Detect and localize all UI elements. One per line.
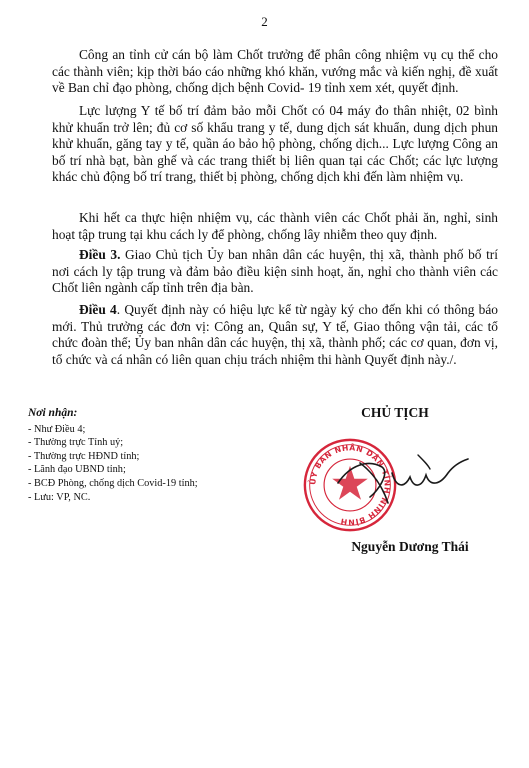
article-4	[52, 302, 498, 368]
paragraph-y-te	[52, 103, 498, 186]
recipients-title: Nơi nhận:	[28, 407, 78, 419]
recipients-block	[28, 407, 278, 504]
recipient-item: - BCĐ Phòng, chống dịch Covid-19 tỉnh;	[28, 477, 198, 489]
paragraph-text: Khi hết ca thực hiện nhiệm vụ, các thành viên các Chốt phải ăn, nghỉ, sinh hoạt tập trung tại khu cách ly để phòng, chống lây nhiễm theo quy định.	[52, 210, 498, 242]
article-text: Giao Chủ tịch Ủy ban nhân dân các huyện, thị xã, thành phố bố trí nơi cách ly tập trung và đảm bảo điều kiện sinh hoạt, ăn, nghỉ cho thành viên các Chốt liên ngành cấp tỉnh trên địa bàn.	[52, 247, 498, 295]
signer-name: Nguyễn Dương Thái	[351, 539, 469, 554]
paragraph-text: Lực lượng Y tế bố trí đảm bảo mỗi Chốt có 04 máy đo thân nhiệt, 02 bình khử khuẩn trở lên; đủ cơ số khẩu trang y tế, dung dịch sát khuẩn, dung dịch phun khử khuẩn, găng tay y tế, quần áo bảo hộ phòng, chống dịch... Lực lượng Công an bố trí nhà bạt, bàn ghế và các trang thiết bị liên quan tại các Chốt; các lực lượng khác chủ động bố trí trang, thiết bị phòng, chống dịch khi đến làm nhiệm vụ.	[52, 103, 498, 184]
article-label: Điều 4	[79, 302, 117, 317]
article-3	[52, 247, 498, 297]
paragraph-text: Công an tỉnh cử cán bộ làm Chốt trưởng để phân công nhiệm vụ cụ thể cho các thành viên; kịp thời báo cáo những khó khăn, vướng mắc và kiến nghị, đề xuất về Ban chỉ đạo phòng, chống dịch bệnh Covid- 19 tỉnh xem xét, quyết định.	[52, 47, 498, 95]
page-number: 2	[261, 14, 268, 29]
recipient-item: - Lưu: VP, NC.	[28, 491, 91, 503]
recipient-item: - Thường trực HĐND tỉnh;	[28, 450, 140, 462]
paragraph-chot-truong	[52, 47, 498, 97]
handwritten-signature-icon	[330, 445, 470, 515]
recipient-item: - Như Điều 4;	[28, 423, 86, 435]
seal-text: ỦY BAN NHÂN DÂN TỈNH NINH BÌNH	[308, 443, 392, 527]
article-text: . Quyết định này có hiệu lực kể từ ngày ký cho đến khi có thông báo mới. Thủ trưởng các đơn vị: Công an, Quân sự, Y tế, Giao thông vận tải, các tổ chức đoàn thể; Ủy ban nhân dân các huyện, thị xã, thành phố; các cơ quan, đơn vị, tổ chức và cá nhân có liên quan chịu trách nhiệm thi hành Quyết định này./.	[52, 302, 499, 367]
recipient-item: - Thường trực Tỉnh uỷ;	[28, 437, 124, 449]
recipients-list	[28, 423, 278, 505]
signer-title: CHỦ TỊCH	[361, 405, 429, 420]
paragraph-het-ca	[52, 210, 498, 243]
recipient-item: - Lãnh đạo UBND tỉnh;	[28, 464, 126, 476]
article-label: Điều 3.	[79, 247, 121, 262]
